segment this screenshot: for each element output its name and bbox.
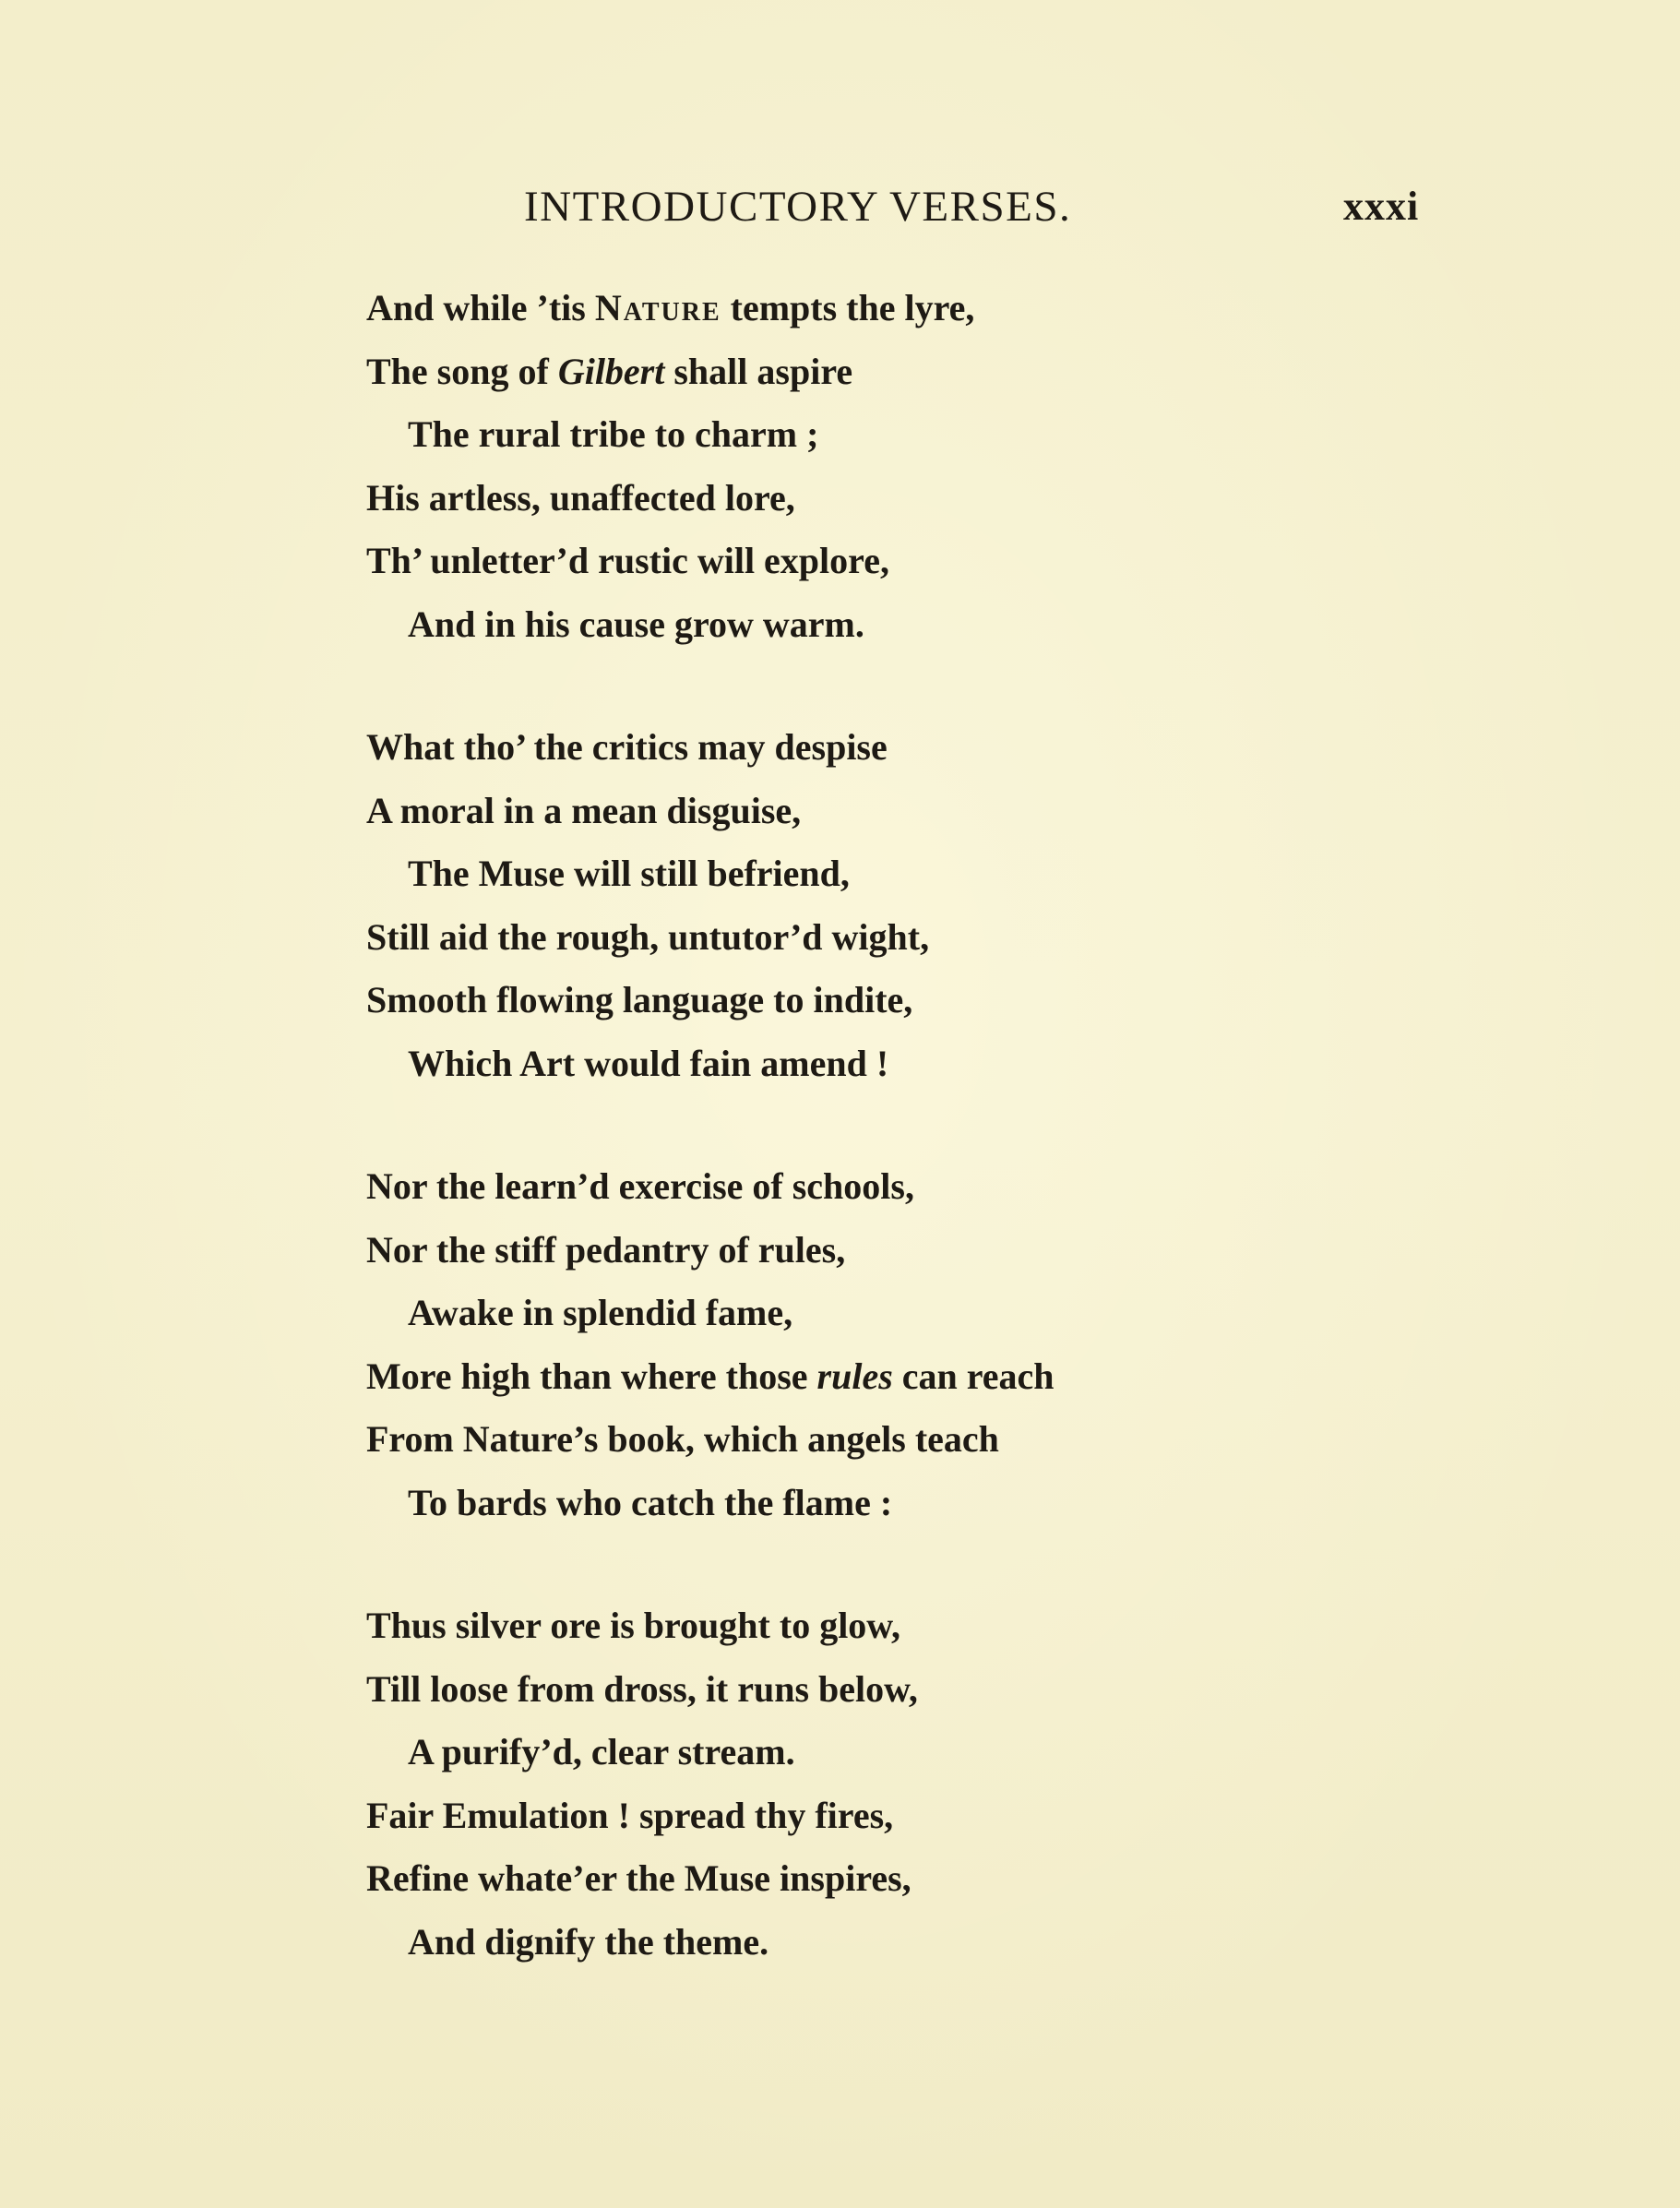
poem-body [366,277,1381,2034]
verse-line [366,1408,1381,1472]
verse-text: The Muse will still befriend, [408,853,850,894]
stanza [366,277,1381,656]
verse-line [366,1472,1381,1535]
verse-text: Still aid the rough, untutor’d wight, [366,915,930,958]
verse-text: From Nature’s book, which angels teach [366,1418,999,1460]
verse-line [366,1784,1381,1848]
verse-text: The rural tribe to charm ; [408,413,819,455]
verse-line [366,780,1381,843]
verse-text: shall aspire [664,350,853,392]
italic-text: rules [816,1355,893,1397]
verse-text: Which Art would fain amend ! [408,1042,889,1084]
stanza [366,1155,1381,1534]
stanza [366,716,1381,1095]
verse-line [366,1658,1381,1722]
verse-line [366,969,1381,1032]
verse-line [366,716,1381,780]
verse-text: Awake in splendid fame, [408,1292,793,1333]
verse-line [366,467,1381,531]
verse-text: Till loose from dross, it runs below, [366,1667,918,1710]
verse-text: A moral in a mean disguise, [366,789,802,831]
verse-text: can reach [892,1355,1054,1397]
verse-line [366,277,1381,340]
verse-line [366,1219,1381,1283]
verse-line [366,1282,1381,1345]
verse-line [366,403,1381,467]
verse-text: Thus silver ore is brought to glow, [366,1605,900,1646]
verse-text: To bards who catch the flame : [408,1481,893,1523]
verse-text: And while ’tis [366,287,595,328]
verse-text: Nor the stiff pedantry of rules, [366,1228,846,1271]
verse-text: tempts the lyre, [721,287,975,328]
verse-line [366,1155,1381,1219]
verse-text: Fair Emulation ! spread thy fires, [366,1794,894,1836]
stanza [366,1594,1381,1974]
verse-line [366,906,1381,970]
verse-line [366,1032,1381,1096]
verse-text: Nor the learn’d exercise of schools, [366,1165,914,1207]
italic-text: Gilbert [557,350,665,392]
verse-line [366,842,1381,906]
verse-text: Th’ unletter’d rustic will explore, [366,540,889,581]
verse-line [366,593,1381,657]
verse-line [366,1911,1381,1975]
verse-text: And dignify the theme. [408,1920,769,1963]
verse-line [366,1847,1381,1911]
verse-line [366,1594,1381,1658]
verse-line [366,530,1381,593]
running-head-title: INTRODUCTORY VERSES. [524,183,1072,231]
verse-text: The song of [366,350,558,392]
verse-line [366,1721,1381,1784]
verse-line [366,1345,1381,1409]
verse-text: More high than where those [366,1355,817,1397]
verse-text: And in his cause grow warm. [408,603,864,645]
verse-line [366,340,1381,404]
verse-text: His artless, unaffected lore, [366,476,795,519]
verse-text: What tho’ the critics may despise [366,726,888,768]
small-caps-text: Nature [594,287,721,328]
verse-text: Smooth flowing language to indite, [366,979,913,1020]
page-number: xxxi [1343,184,1420,229]
verse-text: A purify’d, clear stream. [408,1731,795,1772]
verse-text: Refine whate’er the Muse inspires, [366,1857,911,1899]
